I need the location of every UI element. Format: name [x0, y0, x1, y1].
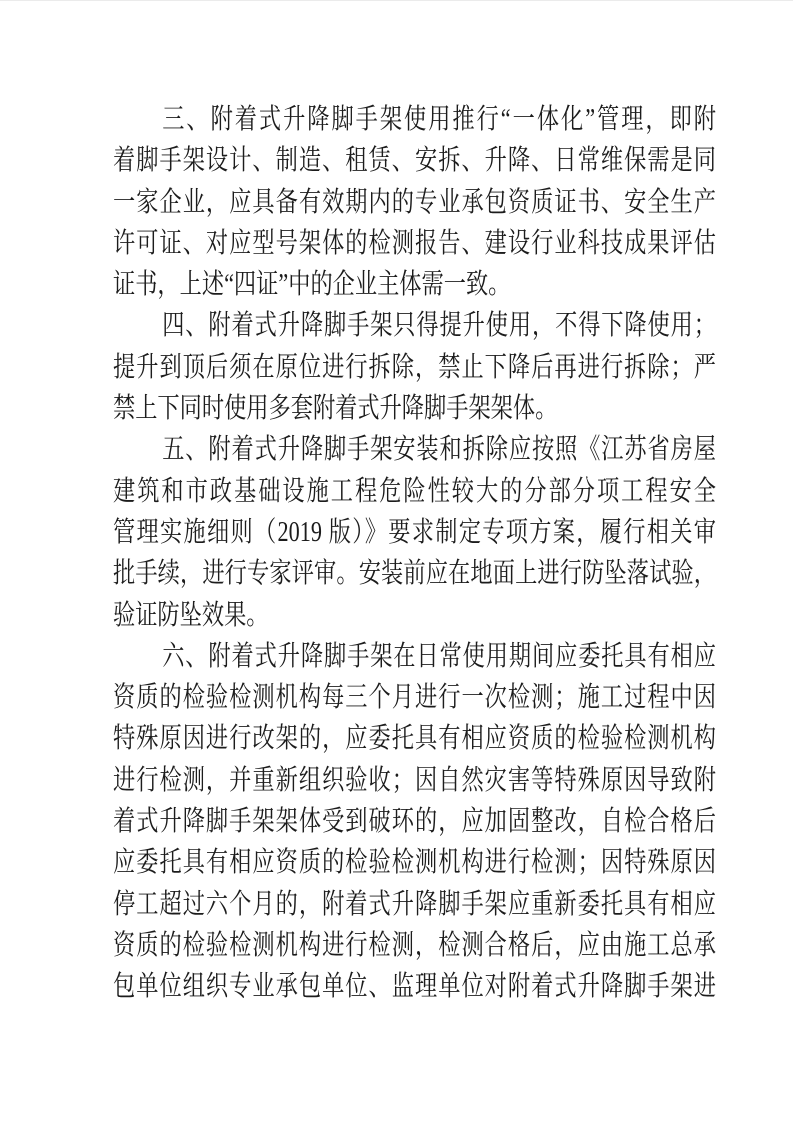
text-line: 验证防坠效果。 — [113, 599, 269, 631]
text-line: 资质的检验检测机构进行检测，检测合格后，应由施工总承 — [113, 929, 716, 961]
text-line: 六、附着式升降脚手架在日常使用期间应委托具有相应 — [162, 640, 716, 672]
paragraph — [113, 636, 716, 1008]
text-line: 特殊原因进行改架的，应委托具有相应资质的检验检测机构 — [113, 723, 716, 755]
text-line: 应委托具有相应资质的检验检测机构进行检测；因特殊原因 — [113, 847, 716, 879]
text-line: 进行检测，并重新组织验收；因自然灾害等特殊原因导致附 — [113, 764, 716, 796]
text-line: 资质的检验检测机构每三个月进行一次检测；施工过程中因 — [113, 682, 716, 714]
paragraph — [113, 305, 716, 429]
text-line: 着脚手架设计、制造、租赁、安拆、升降、日常维保需是同 — [113, 145, 716, 177]
text-line: 证书，上述“四证”中的企业主体需一致。 — [113, 269, 511, 301]
scan-edge-line — [0, 0, 793, 1]
text-line: 三、附着式升降脚手架使用推行“一体化”管理，即附 — [162, 104, 716, 135]
document-body — [113, 99, 716, 1008]
text-line: 包单位组织专业承包单位、监理单位对附着式升降脚手架进 — [113, 971, 716, 1003]
text-line: 着式升降脚手架架体受到破环的，应加固整改，自检合格后 — [113, 806, 716, 838]
text-line: 批手续，进行专家评审。安装前应在地面上进行防坠落试验， — [113, 558, 716, 590]
text-line: 停工超过六个月的，附着式升降脚手架应重新委托具有相应 — [113, 888, 716, 920]
text-line: 建筑和市政基础设施工程危险性较大的分部分项工程安全 — [113, 475, 716, 507]
paragraph — [113, 99, 716, 305]
text-line: 禁上下同时使用多套附着式升降脚手架架体。 — [113, 393, 558, 425]
text-line: 管理实施细则（2019 版）》要求制定专项方案，履行相关审 — [113, 516, 716, 548]
text-line: 四、附着式升降脚手架只得提升使用，不得下降使用； — [162, 310, 716, 342]
paragraph — [113, 429, 716, 635]
text-line: 一家企业，应具备有效期内的专业承包资质证书、安全生产 — [113, 186, 716, 218]
text-line: 五、附着式升降脚手架安装和拆除应按照《江苏省房屋 — [162, 434, 716, 466]
text-line: 许可证、对应型号架体的检测报告、建设行业科技成果评估 — [113, 227, 716, 259]
text-line: 提升到顶后须在原位进行拆除，禁止下降后再进行拆除；严 — [113, 351, 716, 383]
